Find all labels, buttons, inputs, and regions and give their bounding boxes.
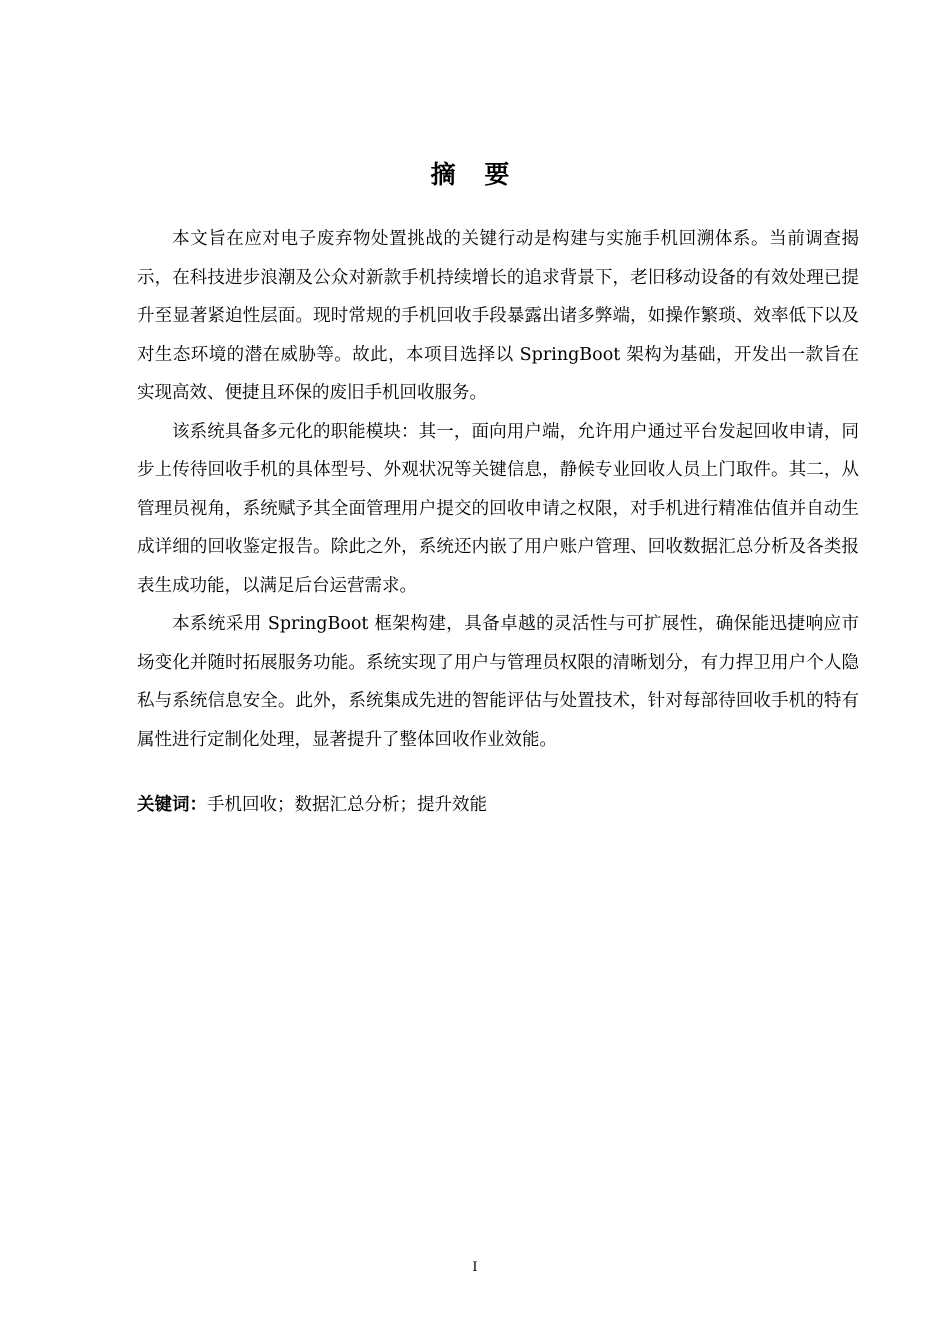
- page-number: I: [472, 1260, 478, 1275]
- keywords-line: [137, 788, 859, 822]
- abstract-paragraph-3: 本系统采用 SpringBoot 框架构建，具备卓越的灵活性与可扩展性，确保能迅捷响应市场变化并随时拓展服务功能。系统实现了用户与管理员权限的清晰划分，有力捍卫用户个人隐私与系统信息安全。此外，系统集成先进的智能评估与处置技术，针对每部待回收手机的特有属性进行定制化处理，显著提升了整体回收作业效能。: [137, 614, 859, 750]
- keywords-text: 手机回收；数据汇总分析；提升效能: [207, 795, 487, 815]
- keywords-label: 关键词：: [137, 795, 207, 815]
- abstract-paragraph-2: 该系统具备多元化的职能模块：其一，面向用户端，允许用户通过平台发起回收申请，同步上传待回收手机的具体型号、外观状况等关键信息，静候专业回收人员上门取件。其二，从管理员视角，系统赋予其全面管理用户提交的回收申请之权限，对手机进行精准估值并自动生成详细的回收鉴定报告。除此之外，系统还内嵌了用户账户管理、回收数据汇总分析及各类报表生成功能，以满足后台运营需求。: [137, 421, 859, 596]
- abstract-title: 摘 要: [430, 160, 520, 189]
- abstract-paragraph-1: 本文旨在应对电子废弃物处置挑战的关键行动是构建与实施手机回溯体系。当前调查揭示，在科技进步浪潮及公众对新款手机持续增长的追求背景下，老旧移动设备的有效处理已提升至显著紧迫性层面。现时常规的手机回收手段暴露出诸多弊端，如操作繁琐、效率低下以及对生态环境的潜在威胁等。故此，本项目选择以 SpringBoot 架构为基础，开发出一款旨在实现高效、便捷且环保的废旧手机回收服务。: [137, 229, 859, 403]
- abstract-body: [137, 220, 859, 759]
